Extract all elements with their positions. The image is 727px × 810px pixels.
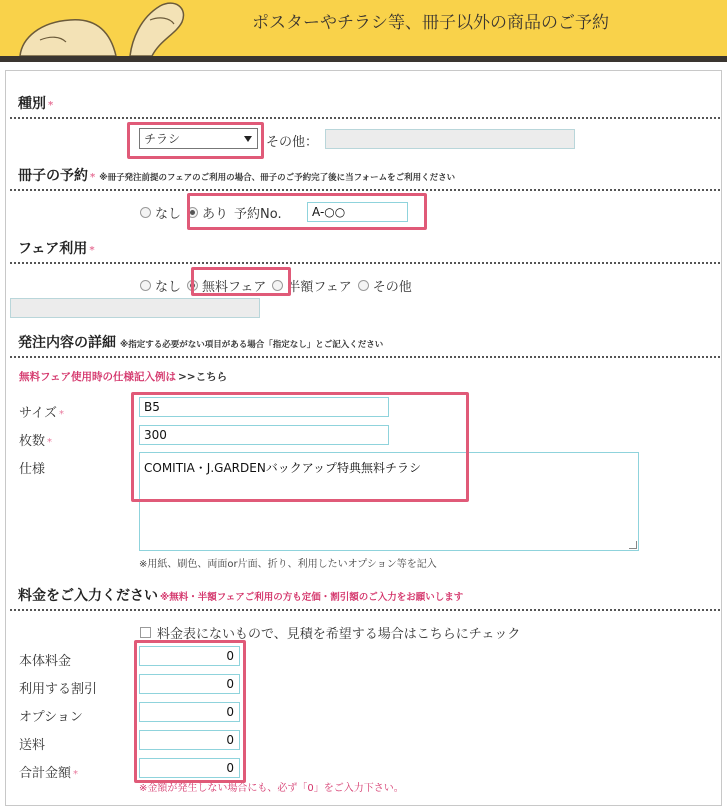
spec-textarea-value: COMITIA・J.GARDENバックアップ特典無料チラシ — [144, 461, 421, 475]
page-header — [0, 0, 727, 62]
highlight-box — [134, 640, 246, 783]
size-label-text: サイズ — [19, 406, 57, 421]
option-price-input[interactable]: 0 — [139, 702, 240, 722]
required-mark: * — [58, 409, 64, 420]
divider — [10, 356, 720, 358]
type-other-label: その他： — [266, 135, 319, 150]
size-label — [19, 402, 64, 421]
booklet-option-yes-label: あり — [202, 207, 229, 222]
required-mark: * — [90, 172, 96, 183]
type-other-input[interactable] — [325, 129, 575, 149]
price-row-label: オプション — [19, 710, 83, 725]
booklet-radio-none[interactable] — [140, 207, 151, 218]
divider — [10, 189, 720, 191]
divider — [10, 117, 720, 119]
highlight-box — [127, 122, 264, 159]
highlight-box — [131, 392, 469, 502]
reservation-no-input[interactable]: A-○○ — [307, 202, 408, 222]
section-price-title — [18, 585, 463, 605]
shipping-input[interactable]: 0 — [139, 730, 240, 750]
section-details-title — [18, 332, 383, 352]
total-label-text: 合計金額 — [19, 766, 72, 781]
price-row-label: 本体料金 — [19, 654, 72, 669]
spec-example-go: >>こちら — [177, 371, 228, 383]
price-row-label: 利用する割引 — [19, 682, 98, 697]
booklet-note: ※冊子発注前提のフェアのご利用の場合、冊子のご予約完了後に当フォームをご利用ください — [99, 173, 456, 183]
divider — [10, 262, 720, 264]
highlight-box — [191, 267, 291, 296]
type-select-value: チラシ — [144, 132, 181, 146]
spec-example-link[interactable] — [19, 369, 227, 384]
highlight-box — [187, 193, 427, 230]
fair-option-none-label: なし — [155, 280, 182, 295]
spec-hint: ※用紙、刷色、両面or片面、折り、利用したいオプション等を記入 — [139, 559, 437, 570]
fair-option-other-label: その他 — [372, 280, 412, 295]
resize-handle-icon[interactable] — [629, 541, 637, 549]
count-input[interactable]: 300 — [139, 425, 389, 445]
fair-option-free-label: 無料フェア — [202, 280, 267, 295]
required-mark: * — [47, 437, 53, 448]
mascot-illustration — [0, 0, 200, 56]
fair-radio-other[interactable] — [358, 280, 369, 291]
total-label — [19, 762, 78, 781]
section-fair-label: フェア利用 — [18, 241, 88, 257]
price-row-label: 送料 — [19, 738, 46, 753]
section-type-label: 種別 — [18, 96, 46, 112]
required-mark: * — [73, 769, 79, 780]
reservation-no-label: 予約No. — [234, 207, 282, 222]
booklet-option-none-label: なし — [155, 207, 182, 222]
fair-radio-none[interactable] — [140, 280, 151, 291]
section-type-title — [18, 93, 53, 113]
section-booklet-title — [18, 165, 455, 185]
fair-option-half-label: 半額フェア — [287, 280, 352, 295]
total-input[interactable]: 0 — [139, 758, 240, 778]
fair-other-input[interactable] — [10, 298, 260, 318]
count-label — [19, 430, 52, 449]
base-price-input[interactable]: 0 — [139, 646, 240, 666]
section-fair-title — [18, 238, 95, 258]
price-hint: ※金額が発生しない場合にも、必ず「0」をご入力下さい。 — [139, 783, 404, 794]
estimate-label: 料金表にないもので、見積を希望する場合はこちらにチェック — [157, 627, 521, 642]
divider — [10, 609, 720, 611]
count-label-text: 枚数 — [19, 434, 46, 449]
spec-label: 仕様 — [19, 462, 46, 477]
section-booklet-label: 冊子の予約 — [18, 168, 88, 184]
size-input[interactable]: B5 — [139, 397, 389, 417]
price-note: ※無料・半額フェアご利用の方も定価・割引額のご入力をお願いします — [160, 592, 464, 603]
details-note: ※指定する必要がない項目がある場合「指定なし」とご記入ください — [120, 340, 384, 350]
discount-input[interactable]: 0 — [139, 674, 240, 694]
required-mark: * — [48, 100, 54, 111]
section-details-label: 発注内容の詳細 — [18, 335, 116, 351]
page-title: ポスターやチラシ等、冊子以外の商品のご予約 — [252, 13, 609, 33]
section-price-label: 料金をご入力ください — [18, 588, 158, 604]
estimate-checkbox[interactable] — [140, 627, 151, 638]
required-mark: * — [89, 245, 95, 256]
spec-example-text: 無料フェア使用時の仕様記入例は — [19, 371, 176, 383]
